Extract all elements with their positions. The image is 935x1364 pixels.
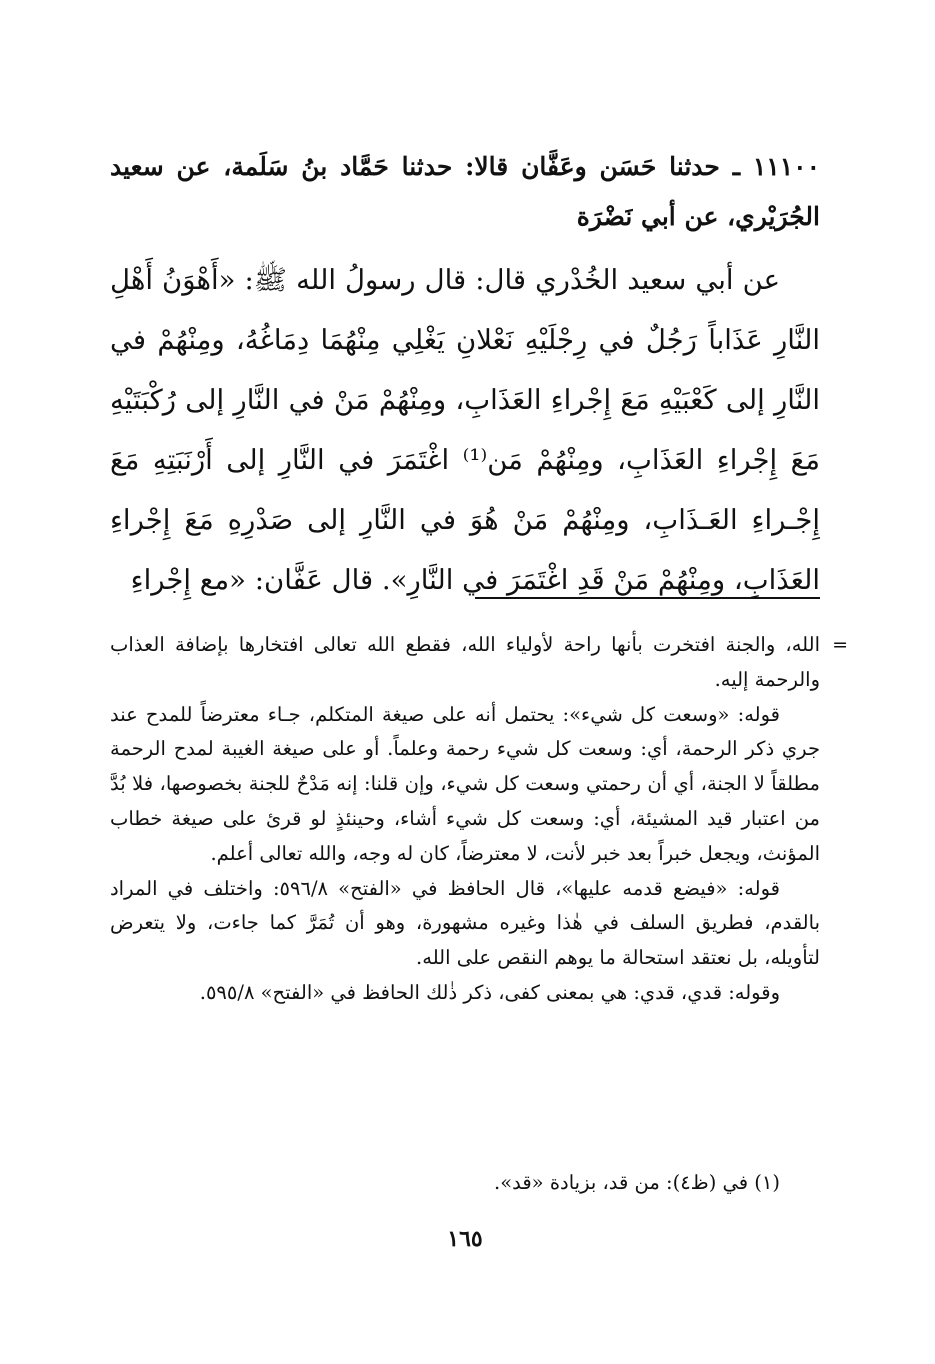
hadith-text: عن أبي سعيد الخُدْري قال: قال رسولُ الله ﷺ: «أَهْوَنُ أَهْلِ النَّارِ عَذَاباً رَجُلٌ في رِجْلَيْهِ نَعْلانِ يَغْلِي مِنْهُمَا دِمَاغُهُ، ومِنْهُمْ في النَّارِ إلى كَعْبَيْهِ مَعَ إِجْراءِ العَذَابِ، ومِنْهُمْ مَنْ في النَّارِ إلى رُكْبَتَيْهِ مَعَ إِجْراءِ العَذَابِ، ومِنْهُمْ مَن⁽¹⁾ اغْتَمَرَ في النَّارِ إلى أَرْنَبَتِهِ مَعَ إِجْـراءِ العَـذَابِ، ومِنْهُمْ مَنْ هُوَ في النَّارِ إلى صَدْرِهِ مَعَ إِجْراءِ العَذَابِ، ومِنْهُمْ مَنْ قَدِ اغْتَمَرَ في النَّارِ». قال عَفَّان: «مع إِجْراءِ	[110, 264, 821, 596]
hadith-isnad: ١١١٠٠ ـ حدثنا حَسَن وعَفَّان قالا: حدثنا حَمَّاد بنُ سَلَمة، عن سعيد الجُرَيْري، عن أبي نَضْرَة	[110, 152, 820, 231]
commentary-paragraph: قوله: «فيضع قدمه عليها»، قال الحافظ في «الفتح» ٥٩٦/٨: واختلف في المراد بالقدم، فطريق السلف في هٰذا وغيره مشهورة، وهو أن تُمَرَّ كما جاءت، ولا يتعرض لتأويله، بل نعتقد استحالة ما يوهم النقص على الله.	[110, 876, 820, 970]
continuation-mark: =	[832, 634, 848, 656]
commentary-paragraph: قوله: «وسعت كل شيء»: يحتمل أنه على صيغة المتكلم، جـاء معترضاً للمدح عند جري ذكر الرحمة، أي: وسعت كل شيء رحمة وعلماً. أو على صيغة الغيبة لمدح الرحمة مطلقاً لا الجنة، أي أن رحمتي وسعت كل شيء، وإن قلنا: إنه مَدْحٌ للجنة بخصوصها، فلا بُدَّ من اعتبار قيد المشيئة، أي: وسعت كل شيء أشاء، وحينئذٍ لو قرئ على صيغة خطاب المؤنث، ويجعل خبراً بعد خبر لأنت، لا معترضاً، كان له وجه، والله تعالى أعلم.	[110, 702, 820, 865]
commentary-paragraph: الله، والجنة افتخرت بأنها راحة لأولياء الله، فقطع الله تعالى افتخارها بإضافة العذاب والرحمة إليه.	[110, 633, 820, 691]
footnote-separator-line	[475, 597, 820, 599]
commentary-paragraph: وقوله: قدي، قدي: هي بمعنى كفى، ذكر ذٰلك الحافظ في «الفتح» ٥٩٥/٨.	[199, 980, 780, 1004]
book-page	[110, 0, 848, 1364]
footnote: (١) في (ظ٤): من قد، بزيادة «قد».	[494, 1171, 780, 1194]
commentary-first-paragraph-wrapper	[110, 628, 848, 698]
page-number: ١٦٥	[447, 1226, 483, 1252]
commentary-section	[110, 628, 848, 1011]
